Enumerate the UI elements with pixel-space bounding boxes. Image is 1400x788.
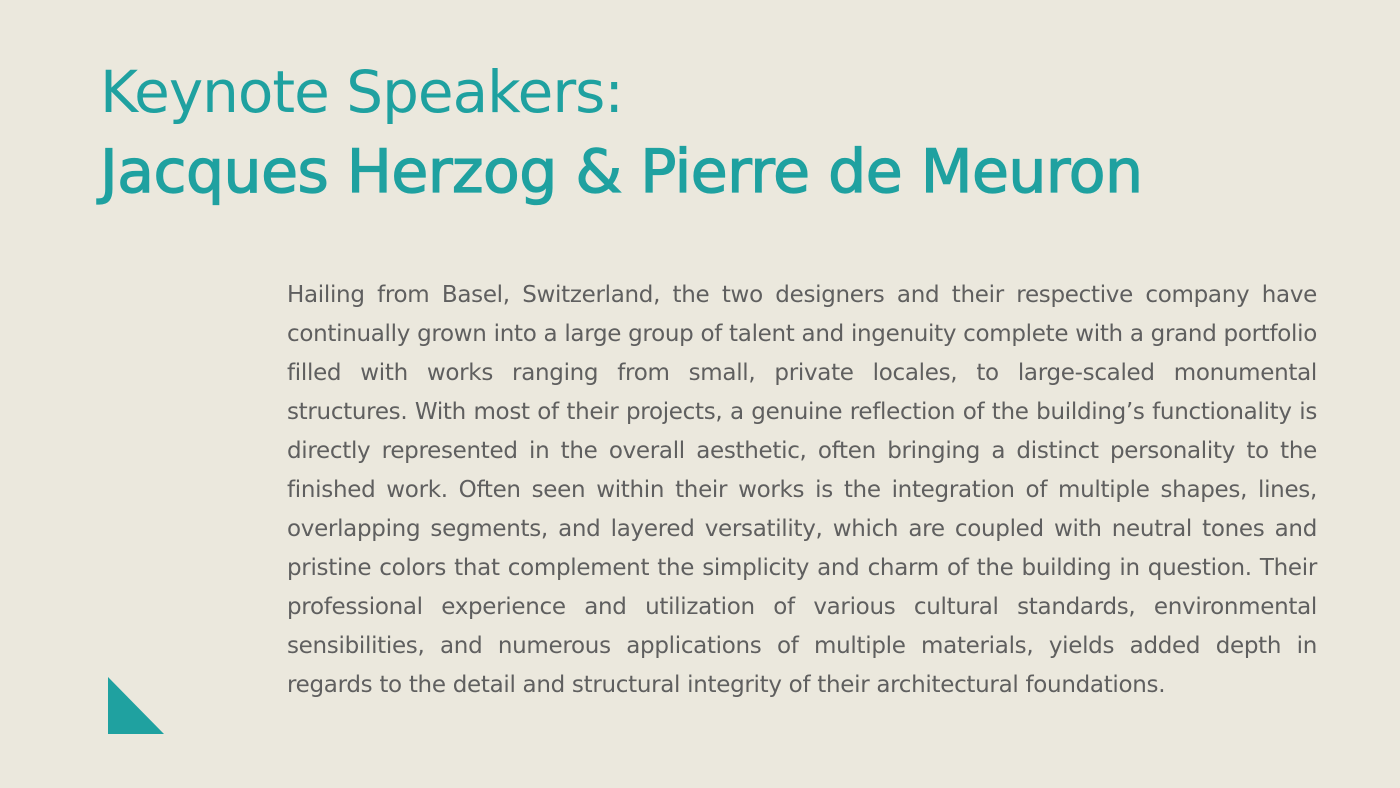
- title-speaker-names: Jacques Herzog & Pierre de Meuron: [100, 137, 1143, 207]
- right-triangle-icon: [108, 677, 164, 734]
- triangle-shape: [108, 677, 164, 734]
- speaker-bio-paragraph: Hailing from Basel, Switzerland, the two designers and their respective company have continually grown into a large group of talent and ingenuity complete with a grand portfolio filled with works ranging from small, private locales, to large-scaled monumental structures. With most of their projects, a genuine reflection of the building’s functionality is directly represented in the overall aesthetic, often bringing a distinct personality to the finished work. Often seen within their works is the integration of multiple shapes, lines, overlapping segments, and layered versatility, which are coupled with neutral tones and pristine colors that complement the simplicity and charm of the building in question. Their professional experience and utilization of various cultural standards, environmental sensibilities, and numerous applications of multiple materials, yields added depth in regards to the detail and structural integrity of their architectural foundations.: [287, 282, 1317, 698]
- slide-header: [100, 52, 1340, 212]
- title-keynote-speakers: Keynote Speakers:: [100, 58, 623, 126]
